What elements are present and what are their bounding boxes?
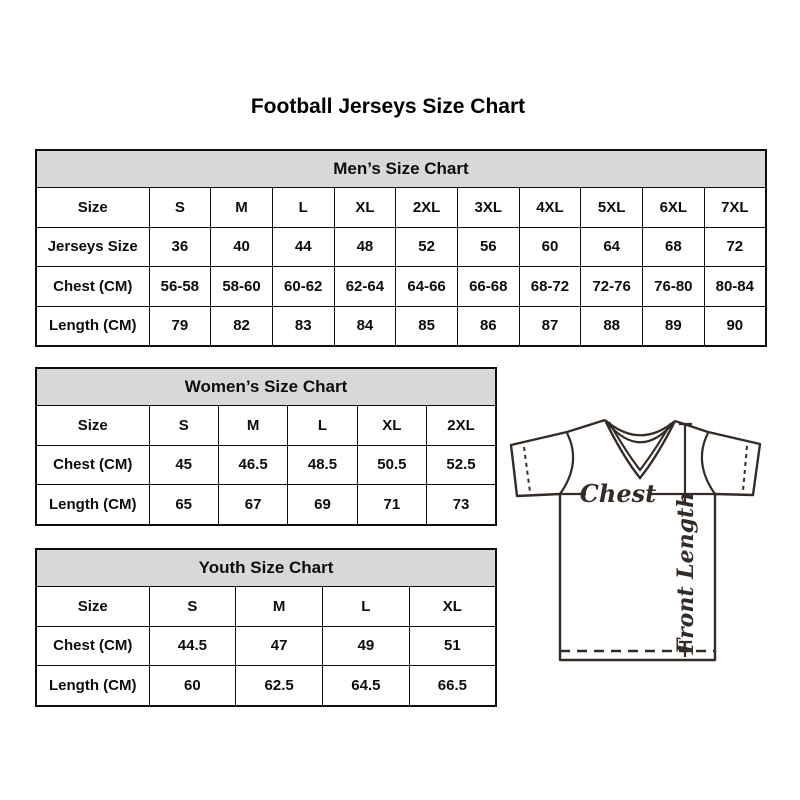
value-cell: 79 (149, 306, 211, 346)
value-cell: 87 (519, 306, 581, 346)
value-cell: 60-62 (272, 267, 334, 307)
value-cell: 64 (581, 227, 643, 267)
value-cell: 66-68 (457, 267, 519, 307)
row-label-cell: Chest (CM) (36, 445, 149, 485)
value-cell: 60 (519, 227, 581, 267)
value-cell: 66.5 (409, 666, 496, 706)
value-cell: 2XL (427, 406, 496, 446)
value-cell: L (323, 587, 410, 627)
value-cell: 50.5 (357, 445, 426, 485)
value-cell: 49 (323, 626, 410, 666)
table-row (36, 406, 496, 446)
row-label-cell: Chest (CM) (36, 626, 149, 666)
value-cell: 44 (272, 227, 334, 267)
value-cell: 67 (218, 485, 287, 525)
row-label-cell: Size (36, 406, 149, 446)
value-cell: 90 (704, 306, 766, 346)
table-row (36, 306, 766, 346)
value-cell: 76-80 (643, 267, 705, 307)
front-length-label: Front Length (673, 491, 699, 655)
value-cell: 89 (643, 306, 705, 346)
value-cell: 86 (457, 306, 519, 346)
value-cell: 45 (149, 445, 218, 485)
value-cell: 2XL (396, 188, 458, 228)
page-title: Football Jerseys Size Chart (250, 95, 526, 118)
value-cell: S (149, 587, 236, 627)
value-cell: 62-64 (334, 267, 396, 307)
table-row (36, 188, 766, 228)
youth-size-table (35, 548, 497, 707)
value-cell: 40 (211, 227, 273, 267)
value-cell: 88 (581, 306, 643, 346)
mens-table-title: Men’s Size Chart (36, 150, 766, 188)
armhole-seam-left (560, 433, 573, 494)
value-cell: 56 (457, 227, 519, 267)
row-label-cell: Size (36, 587, 149, 627)
value-cell: 85 (396, 306, 458, 346)
womens-size-table (35, 367, 497, 526)
value-cell: 71 (357, 485, 426, 525)
sleeve-stitch-left (524, 447, 530, 492)
value-cell: 82 (211, 306, 273, 346)
value-cell: 68 (643, 227, 705, 267)
value-cell: XL (409, 587, 496, 627)
value-cell: 72 (704, 227, 766, 267)
value-cell: 64.5 (323, 666, 410, 706)
table-row (36, 445, 496, 485)
value-cell: XL (334, 188, 396, 228)
value-cell: L (272, 188, 334, 228)
row-label-cell: Length (CM) (36, 485, 149, 525)
value-cell: 69 (288, 485, 357, 525)
value-cell: 52.5 (427, 445, 496, 485)
value-cell: 4XL (519, 188, 581, 228)
value-cell: 56-58 (149, 267, 211, 307)
value-cell: L (288, 406, 357, 446)
value-cell: 60 (149, 666, 236, 706)
value-cell: 58-60 (211, 267, 273, 307)
row-label-cell: Size (36, 188, 149, 228)
row-label-cell: Length (CM) (36, 666, 149, 706)
value-cell: 73 (427, 485, 496, 525)
sleeve-stitch-right (743, 446, 747, 491)
value-cell: 83 (272, 306, 334, 346)
table-header-row (36, 549, 496, 587)
table-row (36, 267, 766, 307)
value-cell: XL (357, 406, 426, 446)
value-cell: S (149, 188, 211, 228)
value-cell: 48.5 (288, 445, 357, 485)
value-cell: 52 (396, 227, 458, 267)
value-cell: 6XL (643, 188, 705, 228)
value-cell: 64-66 (396, 267, 458, 307)
value-cell: 72-76 (581, 267, 643, 307)
value-cell: 3XL (457, 188, 519, 228)
jersey-measurement-diagram (503, 399, 768, 669)
table-row (36, 227, 766, 267)
table-row (36, 666, 496, 706)
value-cell: 48 (334, 227, 396, 267)
value-cell: 65 (149, 485, 218, 525)
value-cell: 44.5 (149, 626, 236, 666)
table-row (36, 587, 496, 627)
row-label-cell: Length (CM) (36, 306, 149, 346)
armhole-seam-right (702, 433, 715, 494)
value-cell: M (236, 587, 323, 627)
value-cell: 68-72 (519, 267, 581, 307)
table-row (36, 485, 496, 525)
value-cell: 46.5 (218, 445, 287, 485)
womens-table-title: Women’s Size Chart (36, 368, 496, 406)
chest-label: Chest (579, 479, 657, 508)
value-cell: 47 (236, 626, 323, 666)
value-cell: 5XL (581, 188, 643, 228)
value-cell: 36 (149, 227, 211, 267)
value-cell: 84 (334, 306, 396, 346)
table-row (36, 626, 496, 666)
value-cell: M (218, 406, 287, 446)
value-cell: 51 (409, 626, 496, 666)
value-cell: 7XL (704, 188, 766, 228)
jersey-outline (511, 420, 760, 660)
row-label-cell: Chest (CM) (36, 267, 149, 307)
row-label-cell: Jerseys Size (36, 227, 149, 267)
value-cell: 62.5 (236, 666, 323, 706)
value-cell: S (149, 406, 218, 446)
table-header-row (36, 368, 496, 406)
value-cell: 80-84 (704, 267, 766, 307)
mens-size-table (35, 149, 767, 347)
table-header-row (36, 150, 766, 188)
youth-table-title: Youth Size Chart (36, 549, 496, 587)
value-cell: M (211, 188, 273, 228)
